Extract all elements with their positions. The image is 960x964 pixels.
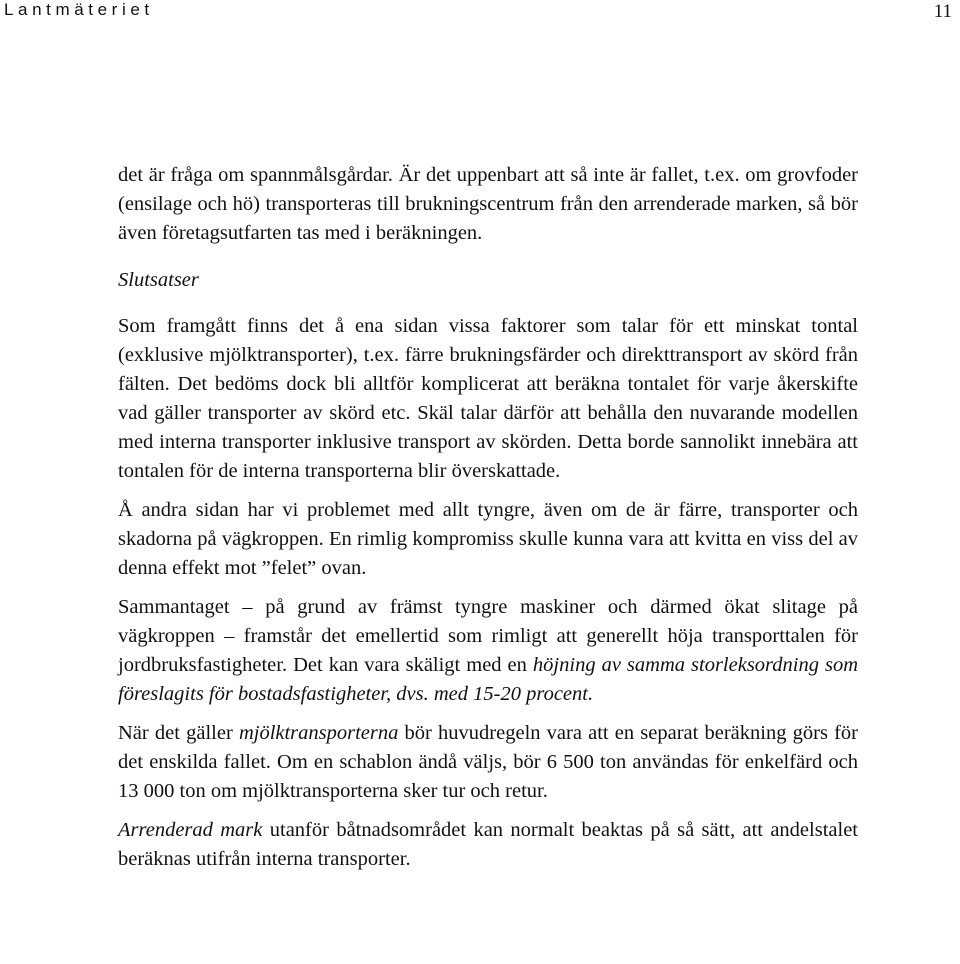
page-number: 11 [933, 1, 952, 22]
section-heading: Slutsatser [118, 269, 199, 291]
intro-paragraph: det är fråga om spannmålsgårdar. Är det uppenbart att så inte är fallet, t.ex. om grovfoder (ensilage och hö) transporteras till brukningscentrum från den arrenderade marken, så bör även företagsutfarten tas med i beräkningen. [118, 164, 858, 244]
paragraph-leased-emphasis: Arrenderad mark [118, 819, 263, 841]
paragraph-leased-land [118, 816, 858, 874]
paragraph-summary [118, 593, 858, 709]
paragraph-milk-text-end: bör huvudregeln vara att en separat beräkning görs för det enskilda fallet. Om en schablon ändå väljs, bör 6 500 ton användas för enkelfärd och 13 000 ton om mjölktransporterna sker tur och retur. [118, 722, 858, 802]
paragraph-summary-text: Sammantaget – på grund av främst tyngre maskiner och därmed ökat slitage på vägkroppen – framstår det emellertid som rimligt att generellt höja transporttalen för jordbruksfastigheter. Det kan vara skäligt med en [118, 596, 858, 676]
paragraph-road-wear: Å andra sidan har vi problemet med allt tyngre, även om de är färre, transporter och skadorna på vägkroppen. En rimlig kompromiss skulle kunna vara att kvitta en viss del av denna effekt mot ”felet” ovan. [118, 499, 858, 579]
paragraph-milk-transports [118, 719, 858, 806]
paragraph-leased-text: utanför båtnadsområdet kan normalt beaktas på så sätt, att andelstalet beräknas utifrån interna transporter. [118, 819, 858, 870]
running-header: Lantmäteriet [4, 0, 154, 19]
paragraph-conclusions: Som framgått finns det å ena sidan vissa faktorer som talar för ett minskat tontal (exklusive mjölktransporter), t.ex. färre brukningsfärder och direkttransport av skörd från fälten. Det bedöms dock bli alltför komplicerat att beräkna tontalet för varje åkerskifte vad gäller transporter av skörd etc. Skäl talar därför att behålla den nuvarande modellen med interna transporter inklusive transport av skörden. Detta borde sannolikt innebära att tontalen för de interna transporterna blir överskattade. [118, 315, 858, 482]
paragraph-milk-emphasis: mjölktransporterna [238, 722, 399, 744]
paragraph-milk-text-start: När det gäller [118, 722, 239, 744]
page-body [118, 161, 858, 874]
paragraph-summary-emphasis: höjning av samma storleksordning som föreslagits för bostadsfastigheter, dvs. med 15-20 procent. [118, 654, 858, 705]
